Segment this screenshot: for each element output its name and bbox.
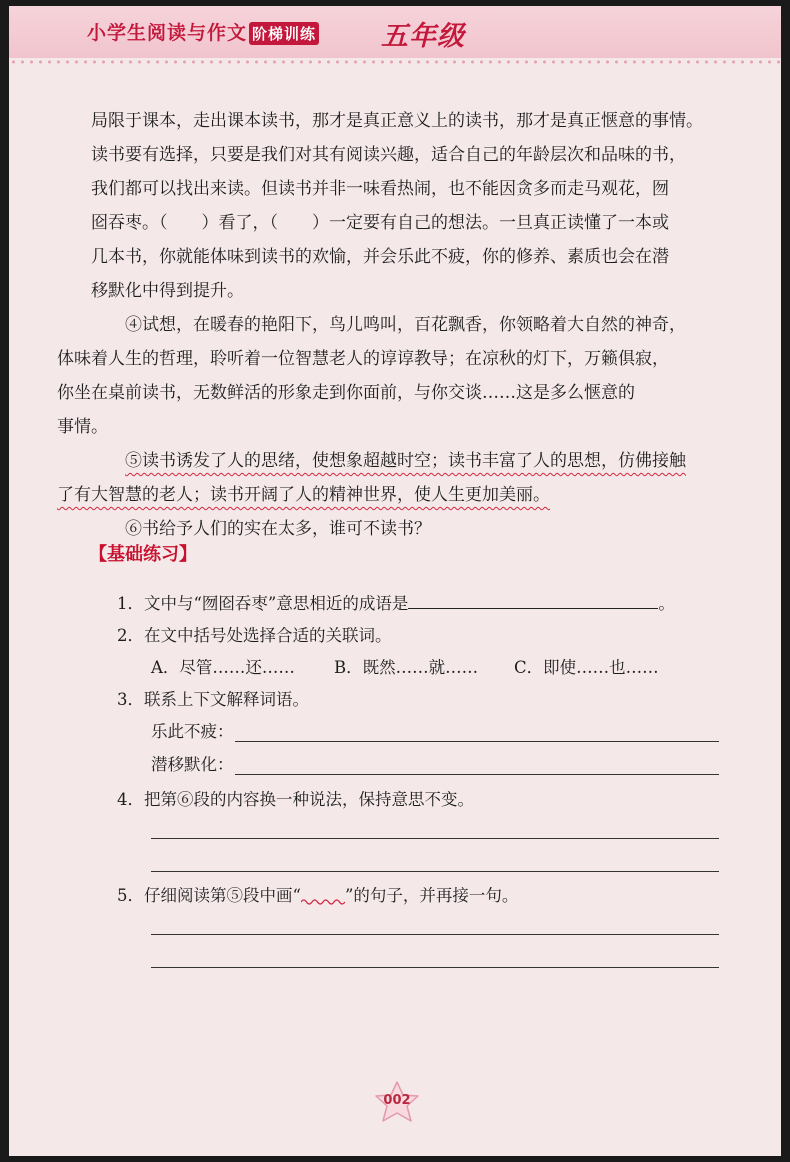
question-2: 2．在文中括号处选择合适的关联词。	[117, 626, 392, 645]
paragraph-5	[57, 444, 741, 512]
p3-line: 囵吞枣。（ ）看了，（ ）一定要有自己的想法。一旦真正读懂了一本或	[91, 213, 669, 233]
q2-option-c[interactable]: C．即使……也……	[514, 658, 659, 677]
series-title-text: 小学生阅读与作文	[87, 22, 248, 44]
p4-line: 你坐在桌前读书，无数鲜活的形象走到你面前，与你交谈……这是多么惬意的	[57, 383, 635, 403]
question-3: 3．联系上下文解释词语。	[117, 690, 309, 709]
series-step-badge: 阶梯训练	[249, 22, 319, 45]
q1-text: 1．文中与“囫囵吞枣”意思相近的成语是	[117, 594, 409, 613]
p5-line-underlined: 了有大智慧的老人；读书开阔了人的精神世界，使人生更加美丽。	[57, 485, 550, 505]
q3-answer-line-1[interactable]	[235, 741, 719, 742]
q1-answer-blank[interactable]	[408, 592, 658, 609]
page-header	[9, 6, 781, 58]
p4-line: ④试想，在暖春的艳阳下，鸟儿鸣叫，百花飘香，你领略着大自然的神奇，	[125, 315, 686, 335]
q3-term-1: 乐此不疲：	[151, 722, 234, 741]
p3-line: 移默化中得到提升。	[91, 281, 244, 301]
q2-option-a[interactable]: A．尽管……还……	[151, 658, 295, 677]
q4-answer-line-1[interactable]	[151, 838, 719, 839]
q3-answer-line-2[interactable]	[235, 774, 719, 775]
p4-line: 事情。	[57, 417, 108, 437]
q3-term-2: 潜移默化：	[151, 755, 234, 774]
q5-text-after: ”的句子，并再接一句。	[344, 886, 519, 905]
page-number: 002	[383, 1093, 411, 1108]
p3-line: 读书要有选择，只要是我们对其有阅读兴趣，适合自己的年龄层次和品味的书，	[91, 145, 686, 165]
q5-text-before: 5．仔细阅读第⑤段中画“	[117, 886, 301, 905]
q1-end: 。	[658, 594, 675, 613]
section-title-basic-exercises: 【基础练习】	[89, 544, 197, 565]
series-title	[87, 18, 319, 45]
p3-line: 几本书，你就能体味到读书的欢愉，并会乐此不疲，你的修养、素质也会在潜	[91, 247, 669, 267]
paragraph-3	[91, 104, 741, 308]
wavy-underline-sample-icon	[301, 896, 345, 906]
q2-option-b[interactable]: B．既然……就……	[334, 658, 479, 677]
p3-line: 局限于课本，走出课本读书，那才是真正意义上的读书，那才是真正惬意的事情。	[91, 111, 703, 131]
p3-line: 我们都可以找出来读。但读书并非一味看热闹，也不能因贪多而走马观花，囫	[91, 179, 669, 199]
question-1	[117, 590, 675, 614]
paragraph-6: ⑥书给予人们的实在太多，谁可不读书？	[125, 519, 431, 539]
q5-answer-line-1[interactable]	[151, 934, 719, 935]
question-5	[117, 882, 518, 906]
p4-line: 体味着人生的哲理，聆听着一位智慧老人的谆谆教导；在凉秋的灯下，万籁俱寂，	[57, 349, 669, 369]
header-dotted-border	[9, 58, 781, 66]
reading-passage	[57, 104, 741, 546]
q4-answer-line-2[interactable]	[151, 871, 719, 872]
workbook-page	[9, 6, 781, 1156]
question-4: 4．把第⑥段的内容换一种说法，保持意思不变。	[117, 790, 474, 809]
paragraph-4	[57, 308, 741, 444]
grade-label: 五年级	[381, 21, 465, 52]
q5-answer-line-2[interactable]	[151, 967, 719, 968]
p5-line-underlined: ⑤读书诱发了人的思绪，使想象超越时空；读书丰富了人的思想，仿佛接触	[125, 451, 686, 471]
